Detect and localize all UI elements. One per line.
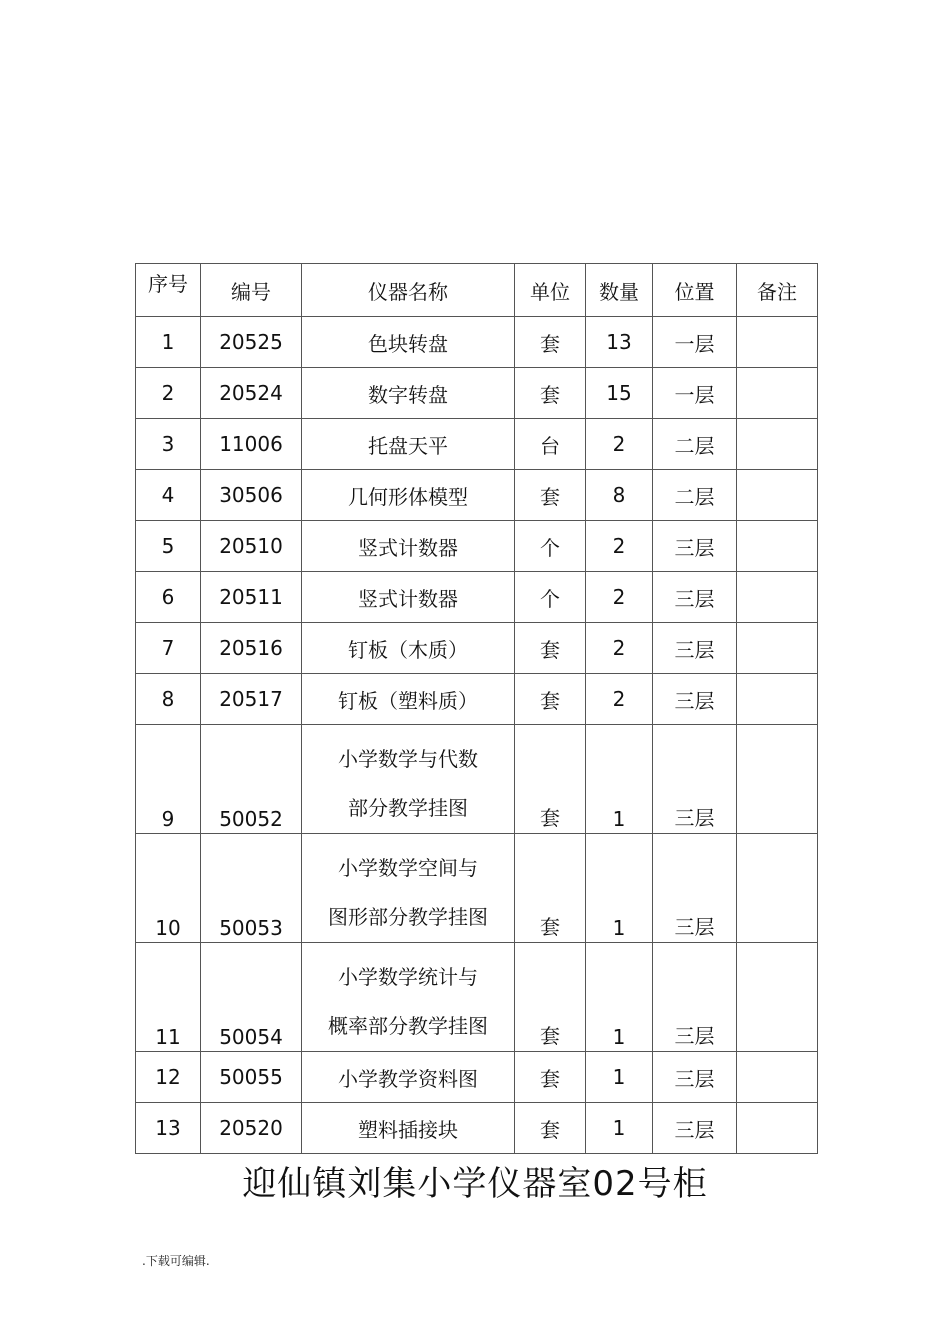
instrument-name-line: 数字转盘 — [368, 382, 448, 407]
cell-quantity: 1 — [586, 834, 653, 943]
cell-unit: 个 — [515, 521, 586, 572]
cell-quantity: 1 — [586, 1103, 653, 1154]
cell-name — [302, 572, 515, 623]
cell-position: 三层 — [653, 834, 737, 943]
instrument-name-line: 竖式计数器 — [358, 586, 458, 611]
cell-position: 三层 — [653, 623, 737, 674]
cell-name — [302, 725, 515, 834]
table-row — [136, 623, 818, 674]
instrument-name-line: 钉板（塑料质） — [338, 688, 478, 713]
cell-code: 50054 — [201, 943, 302, 1052]
cell-unit: 套 — [515, 368, 586, 419]
instrument-name-line: 小学数学与代数 — [338, 747, 478, 771]
header-seq: 序号 — [136, 264, 201, 317]
cell-quantity: 2 — [586, 674, 653, 725]
instrument-name-line: 小学教学资料图 — [338, 1066, 478, 1091]
cell-unit: 套 — [515, 470, 586, 521]
cell-note — [737, 725, 818, 834]
cell-seq: 4 — [136, 470, 201, 521]
instrument-inventory-table — [135, 263, 818, 1154]
header-unit: 单位 — [515, 264, 586, 317]
cell-note — [737, 521, 818, 572]
cell-position: 三层 — [653, 943, 737, 1052]
cell-note — [737, 834, 818, 943]
cell-seq: 1 — [136, 317, 201, 368]
cell-quantity: 1 — [586, 943, 653, 1052]
cell-name — [302, 419, 515, 470]
cell-quantity: 2 — [586, 419, 653, 470]
instrument-name-line: 塑料插接块 — [358, 1117, 458, 1142]
cell-name — [302, 1103, 515, 1154]
header-code: 编号 — [201, 264, 302, 317]
cell-quantity: 2 — [586, 623, 653, 674]
header-name: 仪器名称 — [302, 264, 515, 317]
cell-seq: 8 — [136, 674, 201, 725]
cell-code: 11006 — [201, 419, 302, 470]
cell-name — [302, 834, 515, 943]
cell-seq: 5 — [136, 521, 201, 572]
cell-seq: 11 — [136, 943, 201, 1052]
cell-code: 30506 — [201, 470, 302, 521]
cell-unit: 套 — [515, 623, 586, 674]
table-row — [136, 572, 818, 623]
cell-note — [737, 674, 818, 725]
cell-seq: 2 — [136, 368, 201, 419]
cell-unit: 套 — [515, 834, 586, 943]
table-row — [136, 674, 818, 725]
table-body — [136, 317, 818, 1154]
cell-position: 三层 — [653, 521, 737, 572]
cell-unit: 套 — [515, 1103, 586, 1154]
cell-name — [302, 623, 515, 674]
cell-code: 20510 — [201, 521, 302, 572]
table-row — [136, 1052, 818, 1103]
table-row — [136, 943, 818, 1052]
cell-unit: 套 — [515, 943, 586, 1052]
table-row — [136, 725, 818, 834]
cell-unit: 个 — [515, 572, 586, 623]
cell-seq: 9 — [136, 725, 201, 834]
cell-code: 20517 — [201, 674, 302, 725]
cell-code: 20525 — [201, 317, 302, 368]
cell-code: 50052 — [201, 725, 302, 834]
instrument-name-line: 图形部分教学挂图 — [328, 905, 488, 929]
cell-note — [737, 623, 818, 674]
cell-unit: 套 — [515, 725, 586, 834]
header-note: 备注 — [737, 264, 818, 317]
instrument-name-line: 钉板（木质） — [348, 637, 468, 662]
cell-note — [737, 943, 818, 1052]
cell-note — [737, 1103, 818, 1154]
cell-note — [737, 470, 818, 521]
table-row — [136, 834, 818, 943]
cell-quantity: 1 — [586, 725, 653, 834]
cell-position: 一层 — [653, 368, 737, 419]
instrument-name-line: 小学数学统计与 — [338, 965, 478, 989]
cell-code: 20520 — [201, 1103, 302, 1154]
cell-name — [302, 1052, 515, 1103]
table-row — [136, 470, 818, 521]
cell-note — [737, 317, 818, 368]
cell-note — [737, 1052, 818, 1103]
cell-name — [302, 521, 515, 572]
cell-seq: 12 — [136, 1052, 201, 1103]
cell-position: 三层 — [653, 1103, 737, 1154]
cell-quantity: 8 — [586, 470, 653, 521]
cell-note — [737, 572, 818, 623]
table-row — [136, 317, 818, 368]
table-header-row — [136, 264, 818, 317]
instrument-name-line: 色块转盘 — [368, 331, 448, 356]
cell-note — [737, 368, 818, 419]
cell-seq: 7 — [136, 623, 201, 674]
instrument-name-line: 托盘天平 — [368, 433, 448, 458]
table-row — [136, 368, 818, 419]
page-title: 迎仙镇刘集小学仪器室02号柜 — [242, 1164, 708, 1204]
cell-unit: 套 — [515, 317, 586, 368]
cell-name — [302, 943, 515, 1052]
footer-note: .下载可编辑. — [142, 1254, 210, 1268]
instrument-name-line: 部分教学挂图 — [348, 796, 468, 820]
instrument-name-line: 小学数学空间与 — [338, 856, 478, 880]
cell-position: 三层 — [653, 725, 737, 834]
cell-quantity: 1 — [586, 1052, 653, 1103]
cell-position: 一层 — [653, 317, 737, 368]
cell-unit: 套 — [515, 674, 586, 725]
cell-name — [302, 674, 515, 725]
cell-position: 三层 — [653, 1052, 737, 1103]
cell-unit: 台 — [515, 419, 586, 470]
instrument-name-line: 竖式计数器 — [358, 535, 458, 560]
cell-position: 二层 — [653, 470, 737, 521]
cell-note — [737, 419, 818, 470]
table-row — [136, 419, 818, 470]
cell-unit: 套 — [515, 1052, 586, 1103]
header-quantity: 数量 — [586, 264, 653, 317]
cell-code: 50055 — [201, 1052, 302, 1103]
table-row — [136, 521, 818, 572]
cell-quantity: 2 — [586, 521, 653, 572]
instrument-name-line: 概率部分教学挂图 — [328, 1014, 488, 1038]
cell-seq: 3 — [136, 419, 201, 470]
cell-position: 二层 — [653, 419, 737, 470]
cell-quantity: 13 — [586, 317, 653, 368]
cell-seq: 6 — [136, 572, 201, 623]
cell-quantity: 2 — [586, 572, 653, 623]
cell-name — [302, 470, 515, 521]
cell-position: 三层 — [653, 674, 737, 725]
cell-code: 20524 — [201, 368, 302, 419]
cell-name — [302, 368, 515, 419]
cell-name — [302, 317, 515, 368]
header-position: 位置 — [653, 264, 737, 317]
table-row — [136, 1103, 818, 1154]
cell-code: 50053 — [201, 834, 302, 943]
instrument-name-line: 几何形体模型 — [348, 484, 468, 509]
cell-seq: 10 — [136, 834, 201, 943]
cell-position: 三层 — [653, 572, 737, 623]
cell-code: 20511 — [201, 572, 302, 623]
cell-quantity: 15 — [586, 368, 653, 419]
cell-seq: 13 — [136, 1103, 201, 1154]
cell-code: 20516 — [201, 623, 302, 674]
